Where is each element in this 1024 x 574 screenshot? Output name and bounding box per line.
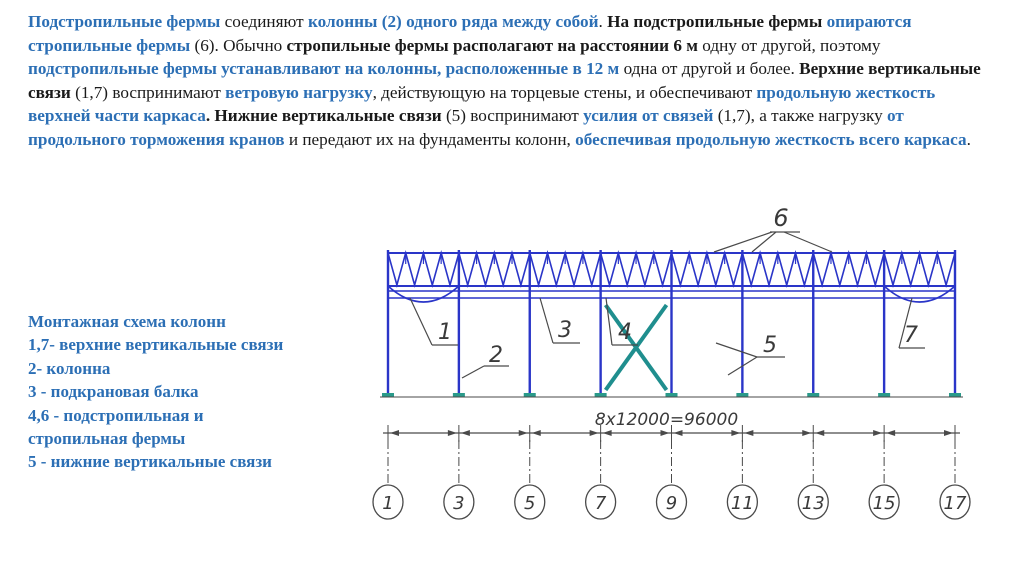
column-base xyxy=(949,393,961,397)
callout-label: 6 xyxy=(773,204,789,232)
axis-label: 17 xyxy=(943,493,967,514)
column-base xyxy=(736,393,748,397)
callout-leader xyxy=(540,298,553,343)
paragraph-segment: На подстропильные фермы xyxy=(607,12,823,31)
paragraph-segment: опираются стропильные фермы xyxy=(28,12,912,55)
legend-item: 5 - нижние вертикальные связи xyxy=(28,452,272,472)
column-base xyxy=(453,393,465,397)
paragraph-segment: . xyxy=(205,106,215,126)
callout-label: 7 xyxy=(904,323,918,348)
paragraph-segment: обеспечивая продольную жесткость всего каркаса xyxy=(575,129,967,149)
callout-leader xyxy=(784,232,832,252)
axis-label: 15 xyxy=(872,493,896,514)
dimension-arrow xyxy=(532,430,541,436)
axis-label: 11 xyxy=(730,493,754,514)
callout-label: 5 xyxy=(763,333,777,358)
callout-leader xyxy=(410,298,432,345)
paragraph-segment: Нижние вертикальные связи xyxy=(214,106,442,126)
dimension-arrow xyxy=(603,430,612,436)
dimension-label: 8x12000=96000 xyxy=(594,410,739,430)
paragraph-segment: . xyxy=(966,129,971,149)
paragraph-segment: ветровую нагрузку xyxy=(225,82,373,102)
dimension-arrow xyxy=(873,430,882,436)
column-base xyxy=(666,393,678,397)
legend-item: 3 - подкрановая балка xyxy=(28,382,199,402)
dimension-arrow xyxy=(886,430,895,436)
axis-label: 5 xyxy=(524,493,536,514)
paragraph-segment: Верхние вертикальные связи xyxy=(28,59,981,102)
legend-item: стропильная фермы xyxy=(28,429,186,449)
paragraph-segment: Подстропильные фермы xyxy=(28,12,221,31)
legend-item: 2- колонна xyxy=(28,358,111,378)
paragraph-segment: (1,7) воспринимают xyxy=(70,82,226,102)
column-base xyxy=(524,393,536,397)
callout-leader xyxy=(716,343,757,357)
upper-vertical-bracing xyxy=(388,286,459,302)
column-base xyxy=(878,393,890,397)
dimension-arrow xyxy=(674,430,683,436)
paragraph-segment: одна от другой и более. xyxy=(619,59,800,79)
callout-label: 4 xyxy=(618,320,632,345)
paragraph-segment: усилия от связей xyxy=(583,106,714,126)
column-base xyxy=(807,393,819,397)
legend-title: Монтажная схема колонн xyxy=(28,312,226,331)
axis-label: 13 xyxy=(801,493,825,514)
dimension-arrow xyxy=(390,430,399,436)
callout-label: 1 xyxy=(438,320,452,345)
column-axes xyxy=(373,440,970,519)
paragraph-segment: соединяют xyxy=(220,12,308,31)
axis-label: 7 xyxy=(594,493,607,514)
dimension-arrow xyxy=(731,430,740,436)
dimension-arrow xyxy=(944,430,953,436)
dimension-arrow xyxy=(744,430,753,436)
paragraph-segment: (1,7), а также нагрузку xyxy=(713,106,888,126)
paragraph-segment: и передают их на фундаменты колонн, xyxy=(284,129,576,149)
legend-item: 1,7- верхние вертикальные связи xyxy=(28,335,284,355)
paragraph-segment: стропильные фермы располагают на расстоянии 6 м xyxy=(286,35,698,55)
dimension-arrow xyxy=(448,430,457,436)
paragraph-segment: одну от другой, поэтому xyxy=(697,35,881,55)
legend-item: 4,6 - подстропильная и xyxy=(28,405,204,425)
dimension-arrow xyxy=(815,430,824,436)
column-base xyxy=(382,393,394,397)
column-base xyxy=(595,393,607,397)
callout-label: 2 xyxy=(489,343,503,368)
paragraph-segment: подстропильные фермы устанавливают на колонны, расположенные в 12 м xyxy=(28,59,620,79)
upper-vertical-bracing xyxy=(884,286,955,302)
callout-leader xyxy=(606,298,612,345)
dimension-arrow xyxy=(802,430,811,436)
paragraph-segment: (6). Обычно xyxy=(190,35,287,55)
dimension-arrow xyxy=(661,430,670,436)
paragraph-segment: , действующую на торцевые стены, и обеспечивают xyxy=(372,82,757,102)
paragraph-segment: продольную жесткость верхней части каркаса xyxy=(28,82,936,126)
axis-label: 9 xyxy=(665,493,678,514)
callout-leader xyxy=(462,366,484,378)
callout-label: 3 xyxy=(558,318,572,343)
paragraph-segment: (5) воспринимают xyxy=(441,106,584,126)
dimension-line xyxy=(383,410,960,442)
dimension-arrow xyxy=(590,430,599,436)
paragraph-segment: от продольного торможения кранов xyxy=(28,106,904,149)
paragraph-segment: колонны (2) одного ряда между собой xyxy=(307,12,599,31)
dimension-arrow xyxy=(461,430,470,436)
dimension-arrow xyxy=(519,430,528,436)
axis-label: 3 xyxy=(453,493,465,514)
paragraph-segment: . xyxy=(598,12,608,31)
axis-label: 1 xyxy=(382,493,394,514)
